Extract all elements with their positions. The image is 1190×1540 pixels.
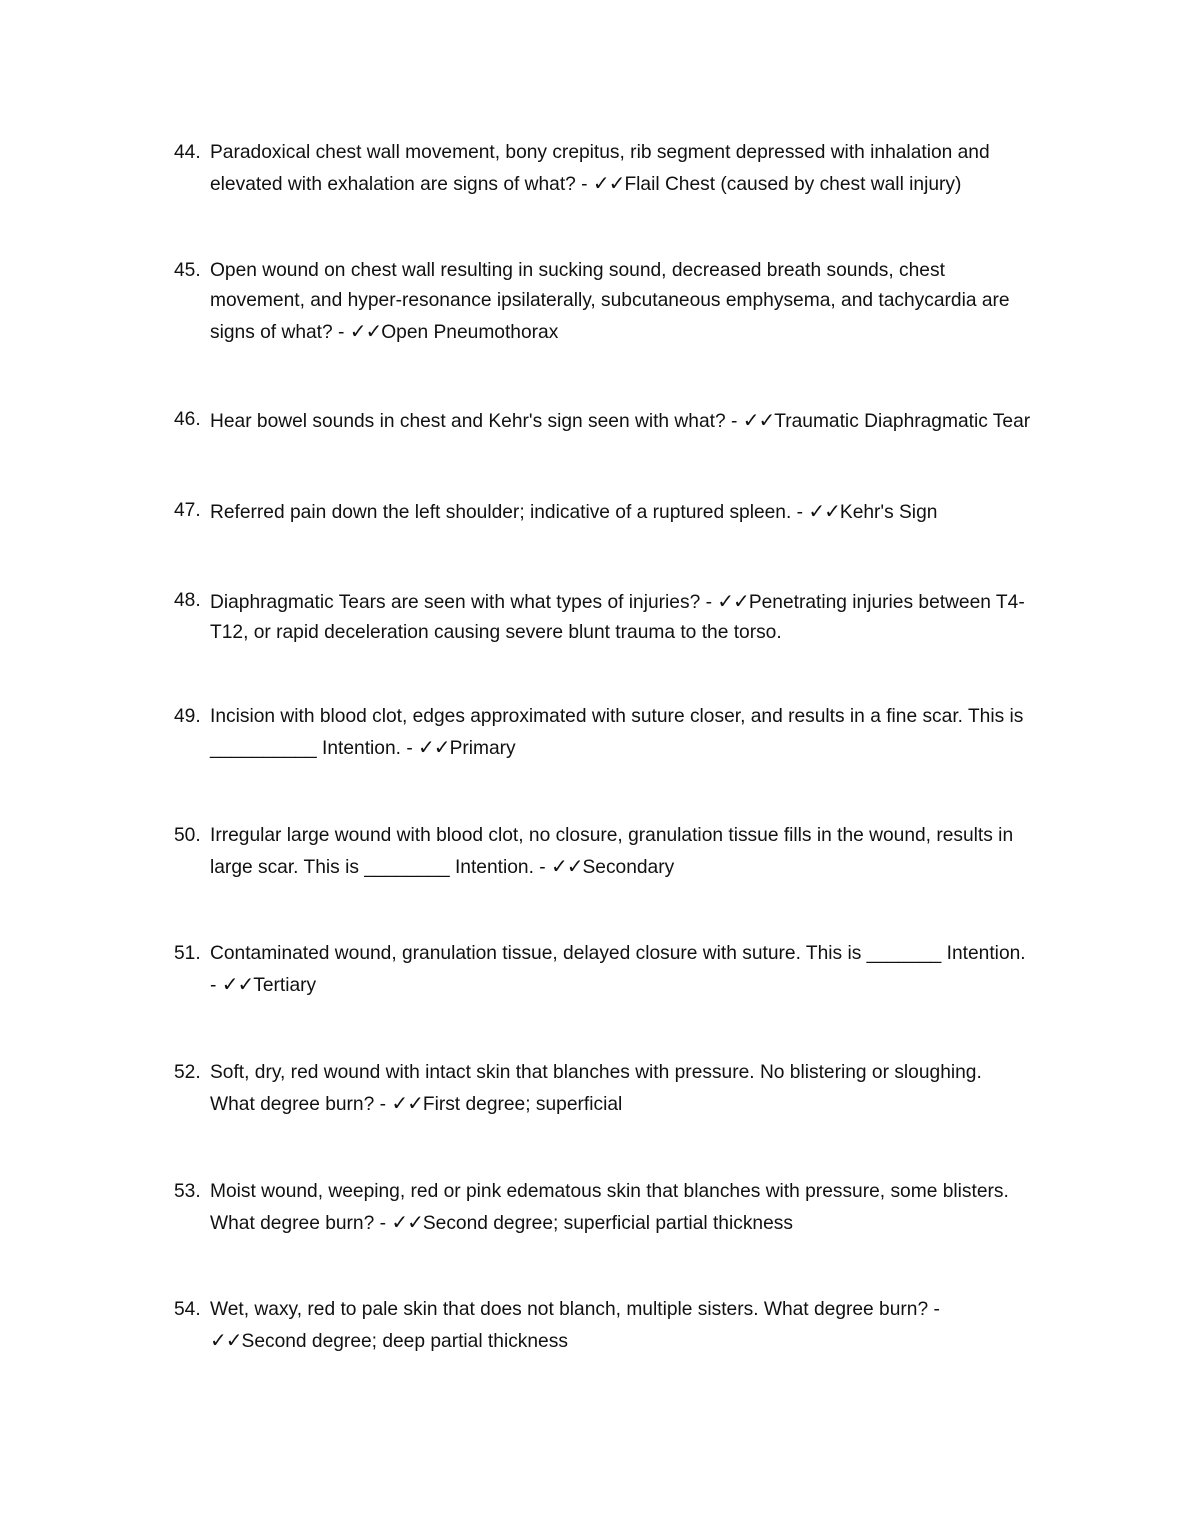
question-line: Diaphragmatic Tears are seen with what types of injuries? - xyxy=(210,592,718,613)
question-line: What degree burn? - xyxy=(210,1094,392,1115)
question-line: Contaminated wound, granulation tissue, delayed closure with suture. This is _______ Intention. xyxy=(210,943,1026,964)
check-mark-icon: ✓✓ xyxy=(391,1210,423,1234)
question-line: Incision with blood clot, edges approximated with suture closer, and results in a fine scar. This is xyxy=(210,706,1024,727)
item-text xyxy=(210,1295,1064,1357)
answer-text: Second degree; deep partial thickness xyxy=(241,1331,568,1352)
check-mark-icon: ✓✓ xyxy=(418,735,450,759)
check-mark-icon: ✓✓ xyxy=(742,408,775,432)
question-line: elevated with exhalation are signs of what? - xyxy=(210,174,593,195)
item-text xyxy=(210,138,1064,200)
item-number: 52. xyxy=(174,1062,201,1083)
answer-text: Tertiary xyxy=(253,975,317,996)
qa-item-47 xyxy=(174,496,1064,528)
item-number: 44. xyxy=(174,142,201,163)
item-text xyxy=(210,496,1064,528)
check-mark-icon: ✓✓ xyxy=(210,1328,242,1352)
question-line: large scar. This is ________ Intention. - xyxy=(210,857,551,878)
answer-text: Open Pneumothorax xyxy=(381,322,559,343)
question-line: Wet, waxy, red to pale skin that does not blanch, multiple sisters. What degree burn? - xyxy=(210,1299,940,1320)
qa-item-51 xyxy=(174,939,1064,1001)
check-mark-icon: ✓✓ xyxy=(592,171,625,195)
item-number: 50. xyxy=(174,825,201,846)
qa-item-50 xyxy=(174,821,1064,883)
question-line: __________ Intention. - xyxy=(210,738,419,759)
item-text xyxy=(210,1058,1064,1120)
answer-text: Kehr's Sign xyxy=(839,502,938,523)
item-number: 48. xyxy=(174,590,201,611)
answer-text: Secondary xyxy=(582,857,675,878)
question-line: - xyxy=(210,975,222,996)
question-line: signs of what? - xyxy=(210,322,350,343)
question-line: movement, and hyper-resonance ipsilaterally, subcutaneous emphysema, and tachycardia are xyxy=(210,290,1010,311)
item-number: 45. xyxy=(174,260,201,281)
item-text xyxy=(210,586,1064,648)
check-mark-icon: ✓✓ xyxy=(221,972,254,996)
item-text xyxy=(210,702,1064,764)
item-number: 47. xyxy=(174,500,201,521)
question-line: Soft, dry, red wound with intact skin that blanches with pressure. No blistering or sloughing. xyxy=(210,1062,982,1083)
answer-text: Primary xyxy=(449,738,516,759)
qa-item-52 xyxy=(174,1058,1064,1120)
item-text xyxy=(210,821,1064,883)
item-number: 53. xyxy=(174,1181,201,1202)
question-line: Open wound on chest wall resulting in sucking sound, decreased breath sounds, chest xyxy=(210,260,945,281)
qa-item-48 xyxy=(174,586,1064,648)
question-line: What degree burn? - xyxy=(210,1213,392,1234)
answer-text: Penetrating injuries between T4- xyxy=(748,592,1025,613)
item-number: 49. xyxy=(174,706,201,727)
qa-item-45 xyxy=(174,256,1064,348)
qa-item-46 xyxy=(174,405,1064,437)
question-line: Moist wound, weeping, red or pink edematous skin that blanches with pressure, some blisters. xyxy=(210,1181,1009,1202)
answer-text: Flail Chest (caused by chest wall injury) xyxy=(624,174,962,195)
question-line: Paradoxical chest wall movement, bony crepitus, rib segment depressed with inhalation and xyxy=(210,142,990,163)
qa-item-53 xyxy=(174,1177,1064,1239)
item-text xyxy=(210,256,1064,348)
item-text xyxy=(210,405,1064,437)
question-line: Hear bowel sounds in chest and Kehr's sign seen with what? - xyxy=(210,411,743,432)
item-number: 54. xyxy=(174,1299,201,1320)
item-number: 51. xyxy=(174,943,201,964)
check-mark-icon: ✓✓ xyxy=(717,589,749,613)
check-mark-icon: ✓✓ xyxy=(349,319,382,343)
item-text xyxy=(210,1177,1064,1239)
check-mark-icon: ✓✓ xyxy=(391,1091,423,1115)
check-mark-icon: ✓✓ xyxy=(550,854,583,878)
answer-text: T12, or rapid deceleration causing severe blunt trauma to the torso. xyxy=(210,622,782,643)
qa-item-54 xyxy=(174,1295,1064,1357)
qa-item-44 xyxy=(174,138,1064,200)
answer-text: Traumatic Diaphragmatic Tear xyxy=(774,411,1031,432)
answer-text: Second degree; superficial partial thickness xyxy=(422,1213,793,1234)
item-text xyxy=(210,939,1064,1001)
answer-text: First degree; superficial xyxy=(422,1094,623,1115)
question-line: Irregular large wound with blood clot, no closure, granulation tissue fills in the wound, results in xyxy=(210,825,1014,846)
question-line: Referred pain down the left shoulder; indicative of a ruptured spleen. - xyxy=(210,502,809,523)
item-number: 46. xyxy=(174,409,201,430)
qa-item-49 xyxy=(174,702,1064,764)
check-mark-icon: ✓✓ xyxy=(808,499,840,523)
